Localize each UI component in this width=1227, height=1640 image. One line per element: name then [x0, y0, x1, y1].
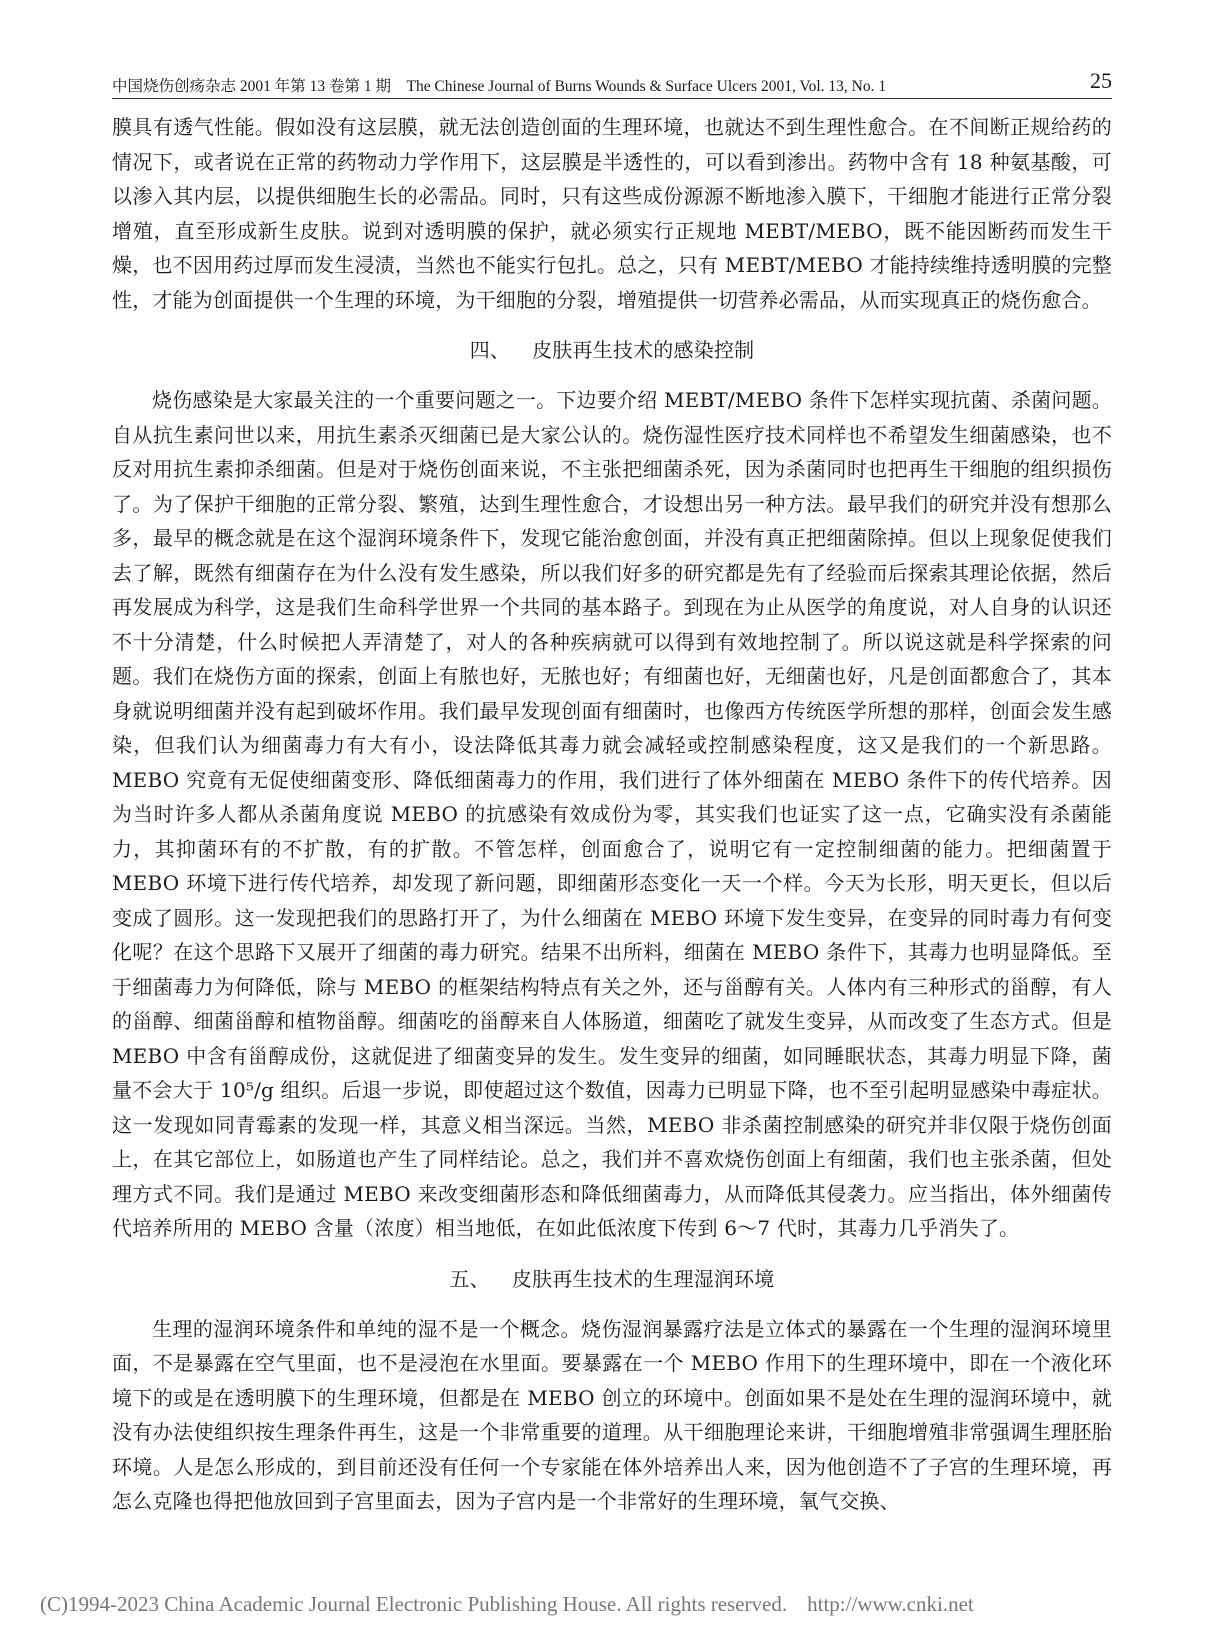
copyright-text: (C)1994-2023 China Academic Journal Electronic Publishing House. All rights reserved.	[40, 1592, 788, 1616]
section-number: 五、	[449, 1266, 490, 1291]
paragraph-infection-control: 烧伤感染是大家最关注的一个重要问题之一。下边要介绍 MEBT/MEBO 条件下怎样实现抗菌、杀菌问题。自从抗生素问世以来，用抗生素杀灭细菌已是大家公认的。烧伤湿性医疗技术同样也不希望发生细菌感染，也不反对用抗生素抑杀细菌。但是对于烧伤创面来说，不主张把细菌杀死，因为杀菌同时也把再生干细胞的组织损伤了。为了保护干细胞的正常分裂、繁殖，达到生理性愈合，才设想出另一种方法。最早我们的研究并没有想那么多，最早的概念就是在这个湿润环境条件下，发现它能治愈创面，并没有真正把细菌除掉。但以上现象促使我们去了解，既然有细菌存在为什么没有发生感染，所以我们好多的研究都是先有了经验而后探索其理论依据，然后再发展成为科学，这是我们生命科学世界一个共同的基本路子。到现在为止从医学的角度说，对人自身的认识还不十分清楚，什么时候把人弄清楚了，对人的各种疾病就可以得到有效地控制了。所以说这就是科学探索的问题。我们在烧伤方面的探索，创面上有脓也好，无脓也好；有细菌也好，无细菌也好，凡是创面都愈合了，其本身就说明细菌并没有起到破坏作用。我们最早发现创面有细菌时，也像西方传统医学所想的那样，创面会发生感染，但我们认为细菌毒力有大有小，设法降低其毒力就会减轻或控制感染程度，这又是我们的一个新思路。MEBO 究竟有无促使细菌变形、降低细菌毒力的作用，我们进行了体外细菌在 MEBO 条件下的传代培养。因为当时许多人都从杀菌角度说 MEBO 的抗感染有效成份为零，其实我们也证实了这一点，它确实没有杀菌能力，其抑菌环有的不扩散，有的扩散。不管怎样，创面愈合了，说明它有一定控制细菌的能力。把细菌置于 MEBO 环境下进行传代培养，却发现了新问题，即细菌形态变化一天一个样。今天为长形，明天更长，但以后变成了圆形。这一发现把我们的思路打开了，为什么细菌在 MEBO 环境下发生变异，在变异的同时毒力有何变化呢？在这个思路下又展开了细菌的毒力研究。结果不出所料，细菌在 MEBO 条件下，其毒力也明显降低。至于细菌毒力为何降低，除与 MEBO 的框架结构特点有关之外，还与甾醇有关。人体内有三种形式的甾醇，有人的甾醇、细菌甾醇和植物甾醇。细菌吃的甾醇来自人体肠道，细菌吃了就发生变异，从而改变了生态方式。但是 MEBO 中含有甾醇成份，这就促进了细菌变异的发生。发生变异的细菌，如同睡眠状态，其毒力明显下降，菌量不会大于 10⁵/g 组织。后退一步说，即使超过这个数值，因毒力已明显下降，也不至引起明显感染中毒症状。这一发现如同青霉素的发现一样，其意义相当深远。当然，MEBO 非杀菌控制感染的研究并非仅限于烧伤创面上，在其它部位上，如肠道也产生了同样结论。总之，我们并不喜欢烧伤创面上有细菌，我们也主张杀菌，但处理方式不同。我们是通过 MEBO 来改变细菌形态和降低细菌毒力，从而降低其侵袭力。应当指出，体外细菌传代培养所用的 MEBO 含量（浓度）相当地低，在如此低浓度下传到 6～7 代时，其毒力几乎消失了。	[112, 388, 1112, 1240]
section-number: 四、	[469, 338, 511, 362]
article-body	[112, 110, 1112, 1519]
section-title: 皮肤再生技术的生理湿润环境	[511, 1266, 775, 1291]
page-number: 25	[1090, 68, 1112, 93]
paragraph-moist-environment: 生理的湿润环境条件和单纯的湿不是一个概念。烧伤湿润暴露疗法是立体式的暴露在一个生理的湿润环境里面，不是暴露在空气里面，也不是浸泡在水里面。要暴露在一个 MEBO 作用下的生理环境中，即在一个液化环境下的或是在透明膜下的生理环境，但都是在 MEBO 创立的环境中。创面如果不是处在生理的湿润环境中，就没有办法使组织按生理条件再生，这是一个非常重要的道理。从干细胞理论来讲，干细胞增殖非常强调生理胚胎环境。人是怎么形成的，到目前还没有任何一个专家能在体外培养出人来，因为他创造不了子宫的生理环境，再怎么克隆也得把他放回到子宫里面去，因为子宫内是一个非常好的生理环境，氧气交换、	[112, 1316, 1112, 1513]
footer-url[interactable]: http://www.cnki.net	[807, 1592, 974, 1616]
copyright-footer	[40, 1592, 1190, 1617]
header-rule	[112, 98, 1112, 99]
paragraph-continued: 膜具有透气性能。假如没有这层膜，就无法创造创面的生理环境，也就达不到生理性愈合。在不间断正规给药的情况下，或者说在正常的药物动力学作用下，这层膜是半透性的，可以看到渗出。药物中含有 18 种氨基酸，可以渗入其内层，以提供细胞生长的必需品。同时，只有这些成份源源不断地渗入膜下，干细胞才能进行正常分裂增殖，直至形成新生皮肤。说到对透明膜的保护，就必须实行正规地 MEBT/MEBO，既不能因断药而发生干燥，也不因用药过厚而发生浸渍，当然也不能实行包扎。总之，只有 MEBT/MEBO 才能持续维持透明膜的完整性，才能为创面提供一个生理的环境，为干细胞的分裂，增殖提供一切营养必需品，从而实现真正的烧伤愈合。	[112, 115, 1112, 312]
section-title: 皮肤再生技术的感染控制	[532, 338, 755, 362]
journal-citation: 中国烧伤创疡杂志 2001 年第 13 卷第 1 期 The Chinese Journal of Burns Wounds & Surface Ulcers 2001, Vol. 13, No. 1	[112, 78, 887, 95]
running-header	[112, 68, 1112, 102]
section-heading-moist-environment	[112, 1262, 1112, 1296]
section-heading-infection-control	[112, 333, 1112, 367]
